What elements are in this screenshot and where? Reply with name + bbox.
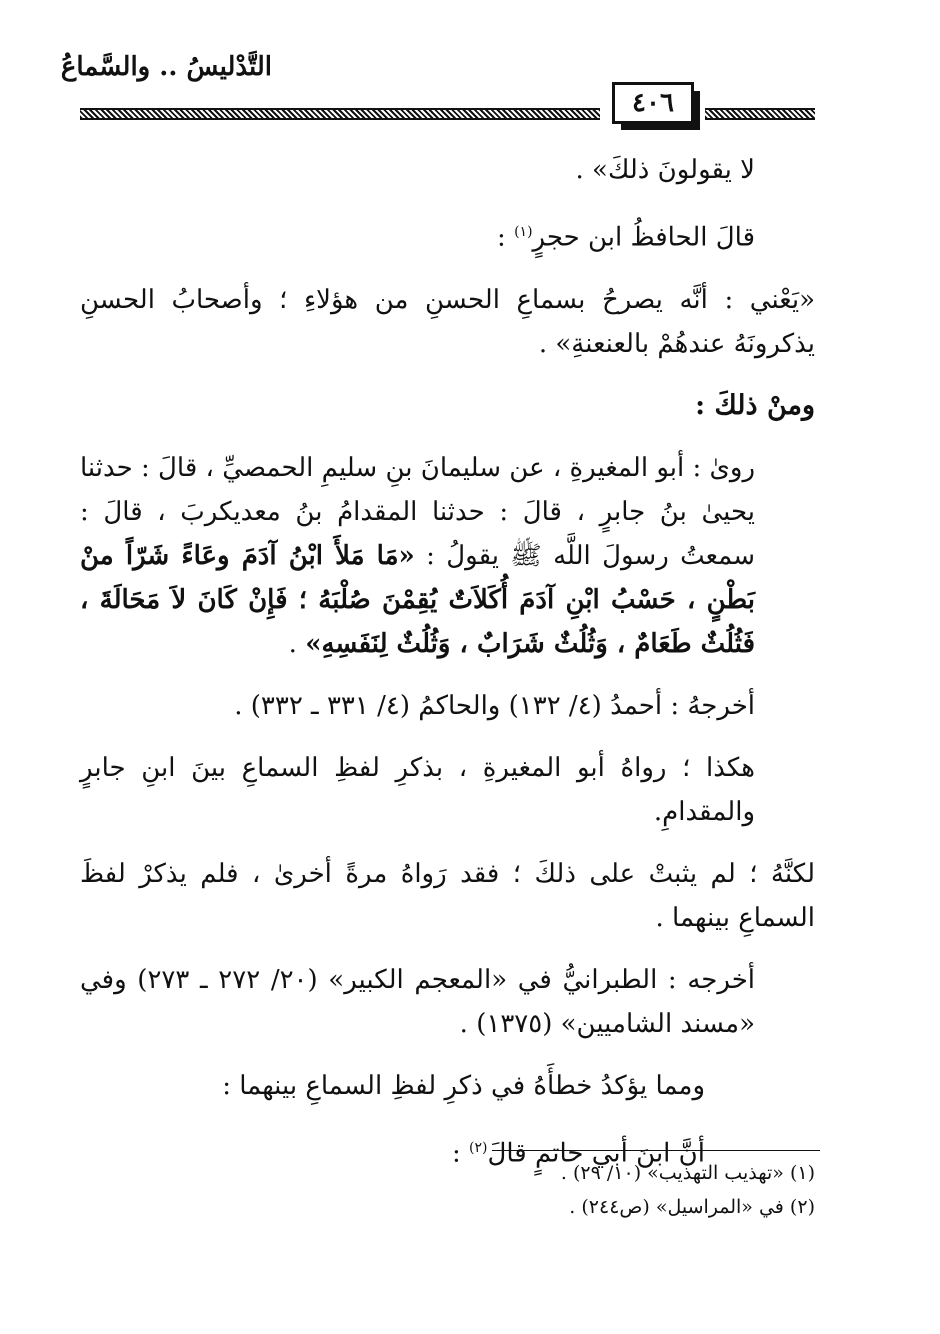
paragraph-9: ومما يؤكدُ خطأَهُ في ذكرِ لفظِ السماعِ بينهما : (222, 1070, 705, 1101)
footnote-ref-2: (٢) (468, 1139, 488, 1156)
paragraph-2-text: قالَ الحافظُ ابن حجرٍ (532, 222, 755, 253)
paragraph-10-text: أنَّ ابنَ أبي حاتمٍ قالَ (487, 1138, 705, 1169)
page-number: ٤٠٦ (612, 82, 694, 124)
main-text (80, 148, 815, 1193)
header-rule-right (705, 108, 815, 120)
footnotes (480, 1156, 815, 1224)
paragraph-2-tail: : (497, 222, 515, 253)
footnote-1: (١) «تهذيب التهذيب» (١٠/ ٢٩) . (560, 1162, 815, 1184)
paragraph-2 (80, 210, 815, 260)
header-rule-left (80, 108, 600, 120)
paragraph-hadith (80, 446, 815, 666)
footnote-2: (٢) في «المراسيل» (ص٢٤٤) . (569, 1196, 815, 1218)
hadith-intro: روىٰ : أبو المغيرةِ ، عن سليمانَ بنِ سليمِ الحمصيِّ ، قالَ : حدثنا يحيىٰ بنُ جابرٍ ، قالَ : حدثنا المقدامُ بنُ معديكربَ ، قالَ : سمعتُ رسولَ اللَّه ﷺ يقولُ : (80, 452, 756, 571)
paragraph-takhrij-1: أخرجهُ : أحمدُ (٤/ ١٣٢) والحاكمُ (٤/ ٣٣١ ـ ٣٣٢) . (234, 690, 755, 721)
section-heading: ومنْ ذلكَ : (695, 389, 815, 421)
footnote-ref-1: (١) (514, 224, 533, 240)
paragraph-10-tail: : (451, 1138, 469, 1169)
running-header-title: التَّدْليسُ .. والسَّماعُ (60, 52, 272, 82)
paragraph-6: هكذا ؛ رواهُ أبو المغيرةِ ، بذكرِ لفظِ السماعِ بينَ ابنِ جابرٍ والمقدامِ. (80, 752, 755, 827)
footnote-separator (492, 1150, 820, 1151)
paragraph-takhrij-2: أخرجه : الطبرانيُّ في «المعجم الكبير» (٢٠/ ٢٧٢ ـ ٢٧٣) وفي «مسند الشاميين» (١٣٧٥) . (80, 964, 755, 1039)
paragraph-1: لا يقولونَ ذلكَ» . (575, 155, 755, 185)
hadith-text: «مَا مَلأَ ابْنُ آدَمَ وعَاءً شَرّاً منْ بَطْنٍ ، حَسْبُ ابْنِ آدَمَ أُكَلاَتٌ يُقِمْنَ صُلْبَهُ ؛ فَإِنْ كَانَ لاَ مَحَالَةَ ، فَثُلُثٌ طَعَامٌ ، وَثُلُثٌ شَرَابٌ ، وَثُلُثٌ لِنَفَسِهِ» (80, 540, 755, 659)
paragraph-3: «يَعْني : أنَّه يصرحُ بسماعِ الحسنِ من هؤلاءِ ؛ وأصحابُ الحسنِ يذكرونَهُ عندهُمْ بالعنعنةِ» . (80, 284, 815, 359)
hadith-end: . (288, 628, 306, 659)
paragraph-7: لكنَّهُ ؛ لم يثبتْ على ذلكَ ؛ فقد رَواهُ مرةً أخرىٰ ، فلم يذكرْ لفظَ السماعِ بينهما . (80, 858, 815, 933)
